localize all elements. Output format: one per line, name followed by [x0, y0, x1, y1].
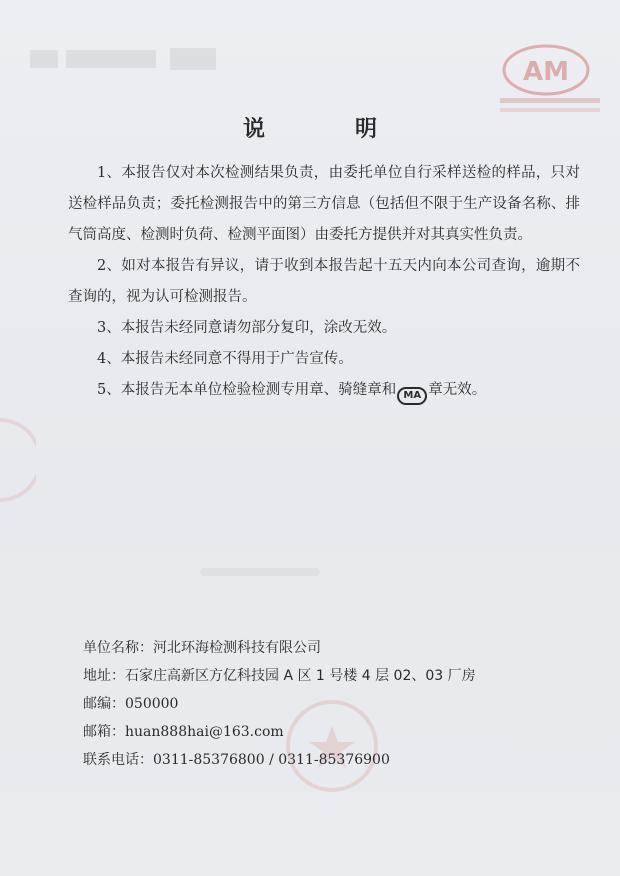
- left-seal-bleed-mark: [0, 400, 36, 520]
- company-name: 河北环海检测科技有限公司: [153, 640, 321, 656]
- cma-mark-icon: MA: [397, 387, 427, 405]
- note-item-1: 1、本报告仅对本次检测结果负责，由委托单位自行采样送检的样品，只对送检样品负责；委托检测报告中的第三方信息（包括但不限于生产设备名称、排气筒高度、检测时负荷、检测平面图）由委托方提供并对其真实性负责。: [68, 165, 580, 243]
- note-item-5-after: 章无效。: [428, 382, 487, 398]
- note-item-5-before: 5、本报告无本单位检验检测专用章、骑缝章和: [97, 382, 397, 398]
- address-value: 石家庄高新区方亿科技园 A 区 1 号楼 4 层 02、03 厂房: [125, 668, 476, 684]
- contact-block: [83, 634, 543, 774]
- email-label: 邮箱：: [83, 724, 125, 740]
- red-seal-stamp-top-right: [486, 38, 606, 118]
- stamp-text: AM: [523, 57, 569, 87]
- address-label: 地址：: [83, 668, 125, 684]
- company-label: 单位名称：: [83, 640, 153, 656]
- postcode-value: 050000: [125, 696, 179, 712]
- postcode-label: 邮编：: [83, 696, 125, 712]
- page-title: 说 明: [242, 116, 411, 142]
- notes-list: [68, 158, 580, 406]
- phone-value: 0311-85376800 / 0311-85376900: [153, 752, 390, 768]
- note-item-4: 4、本报告未经同意不得用于广告宣传。: [97, 351, 353, 367]
- contact-company-row: [83, 634, 543, 662]
- note-item-5: [68, 375, 580, 406]
- note-item-3: 3、本报告未经同意请勿部分复印，涂改无效。: [97, 320, 397, 336]
- bleed-through-header-graphic: [30, 46, 220, 72]
- contact-address-row: [83, 662, 543, 690]
- phone-label: 联系电话：: [83, 752, 153, 768]
- contact-postcode-row: [83, 690, 543, 718]
- bleed-through-mark: [200, 568, 320, 576]
- note-item-2: 2、如对本报告有异议，请于收到本报告起十五天内向本公司查询，逾期不查询的，视为认可检测报告。: [68, 258, 580, 305]
- email-value: huan888hai@163.com: [125, 724, 284, 740]
- contact-email-row: [83, 718, 543, 746]
- contact-phone-row: [83, 746, 543, 774]
